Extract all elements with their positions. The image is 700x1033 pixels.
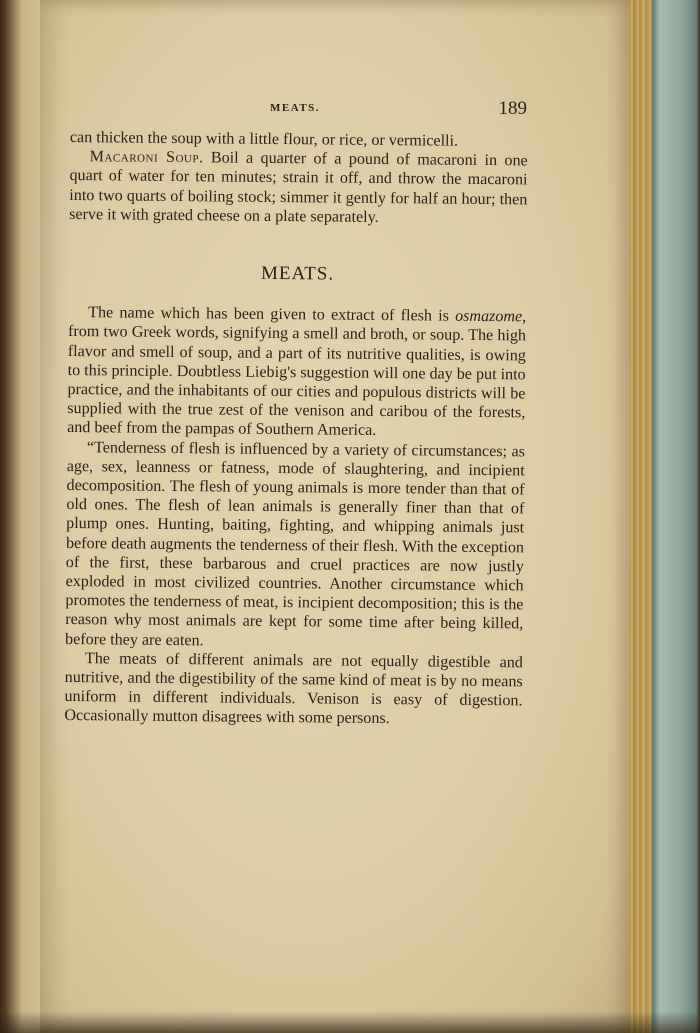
paragraph-text: The name which has been given to extract of flesh is: [88, 304, 456, 325]
page-body: [64, 128, 528, 730]
page-edges: [630, 0, 652, 1033]
recipe-title: Macaroni Soup.: [89, 148, 204, 167]
italic-term: osmazome: [455, 307, 523, 326]
paragraph-macaroni-soup: [69, 147, 528, 228]
page-number: 189: [498, 98, 527, 119]
paragraph-tenderness: “Tenderness of flesh is influenced by a variety of circumstances; as age, sex, leanness or fatness, mode of slaughtering, and incipient decomposition. The flesh of young animals is more tender than that of old ones. The flesh of lean animals is generally finer than that of plump ones. Hunting, baiting, fighting, and whipping animals just before death augments the tenderness of their flesh. With the exception of the first, these barbarous and cruel practices are now justly exploded in most civilized countries. Another circumstance which promotes the tenderness of meat, is incipient decomposition; this is the reason why most animals are kept for some time after being killed, before they are eaten.: [65, 438, 525, 649]
page-header: [270, 98, 530, 124]
section-heading: [69, 262, 527, 286]
paragraph-osmazome: [67, 303, 526, 442]
book-cover-board: [652, 0, 700, 1033]
paragraph-text: , from two Greek words, signifying a smell and broth, or soup. The high flavor and smell of soup, and a part of its nutritive qualities, is owing to this principle. Doubtless Liebig's suggestion will one day be put into practice, and the inhabitants of our cities and populous districts will be supplied with the true zest of the venison and caribou of the forests, and beef from the pampas of Southern America.: [67, 308, 527, 440]
running-head: MEATS.: [270, 102, 321, 114]
section-heading-text: MEATS.: [260, 262, 335, 285]
bottom-shadow: [0, 1011, 700, 1033]
paragraph-soup-continued: can thicken the soup with a little flour, or rice, or vermicelli.: [69, 128, 459, 150]
recipe-body: Boil a quarter of a pound of macaroni in one quart of water for ten minutes; strain it off, and throw the macaroni into two quarts of boiling stock; simmer it gently for half an hour; then serve it with grated cheese on a plate separately.: [69, 149, 528, 226]
paragraph-digestibility: The meats of different animals are not equally digestible and nutritive, and the digestibility of the same kind of meat is by no means uniform in different individuals. Venison is easy of digestion. Occasionally mutton disagrees with some persons.: [64, 650, 523, 728]
